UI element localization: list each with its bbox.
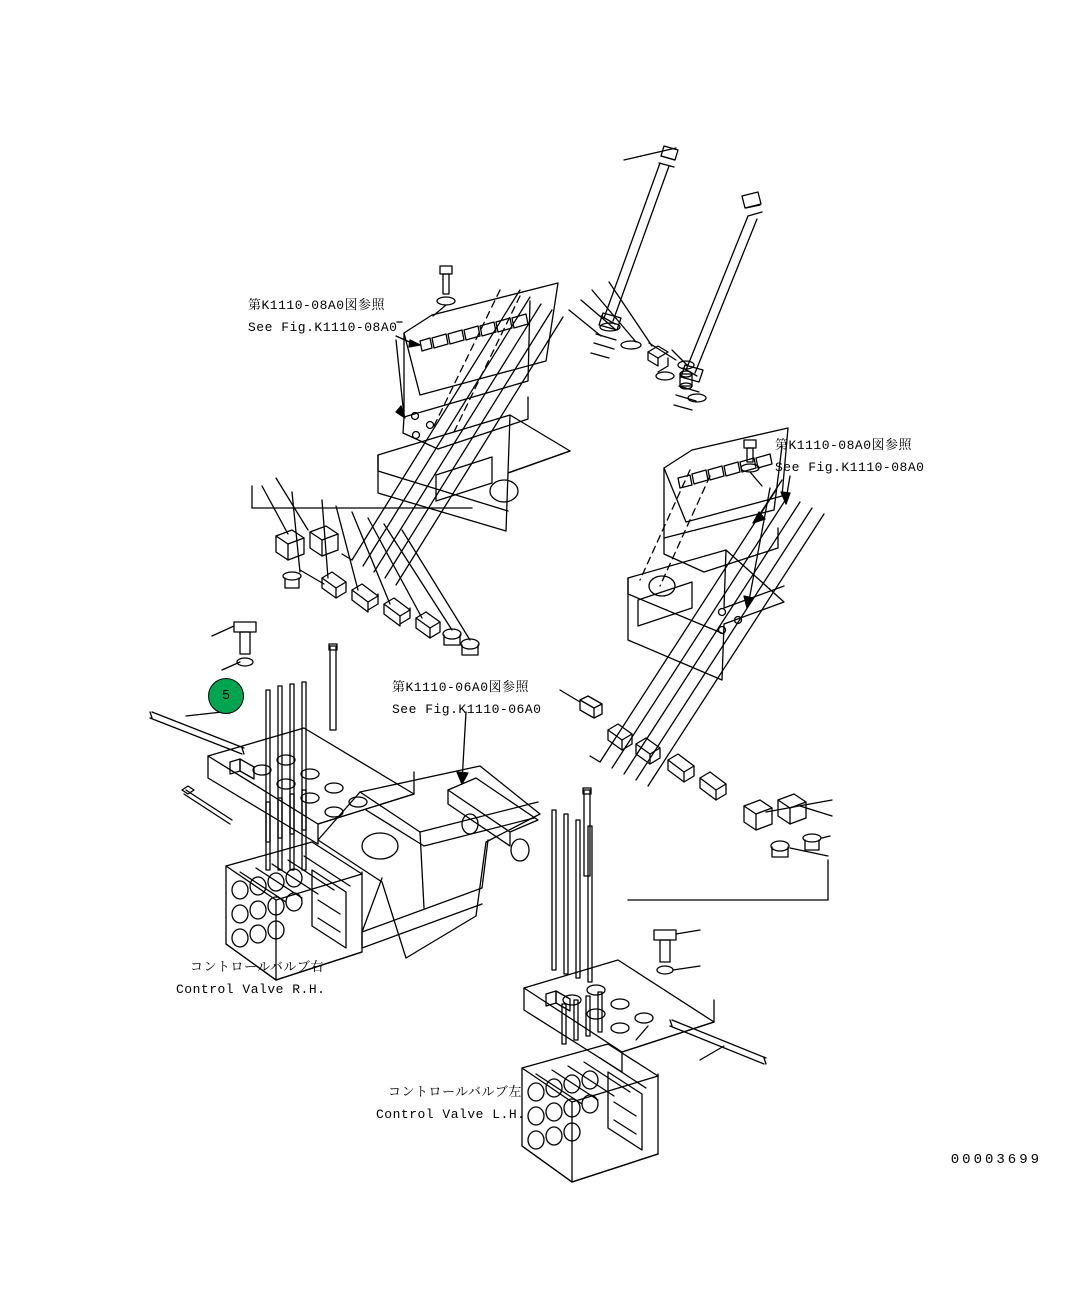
annotation-ref-k1110-06a0-en: See Fig.K1110-06A0: [392, 702, 542, 717]
left-step-assembly: [403, 266, 558, 449]
upper-rod-left: [591, 146, 678, 358]
label-control-valve-lh-en: Control Valve L.H.: [376, 1107, 526, 1122]
left-bushing-cluster: [252, 478, 479, 655]
center-frame-bracket: [318, 766, 540, 958]
control-valve-rh-body: [226, 790, 362, 980]
annotation-ref-k1110-06a0-jp: 第K1110-06A0図参照: [392, 680, 530, 695]
right-vertical-pins: [552, 788, 592, 982]
left-plate-bolt: [212, 622, 256, 670]
annotation-ref-k1110-08a0-right-en: See Fig.K1110-08A0: [775, 460, 925, 475]
right-step-assembly: [664, 428, 788, 634]
right-plate-bolt: [654, 930, 700, 974]
annotation-ref-k1110-08a0-right-jp: 第K1110-08A0図参照: [775, 438, 913, 453]
callout-5[interactable]: 5: [208, 678, 244, 714]
right-bushing-cluster: [608, 724, 832, 900]
left-vertical-pins: [266, 644, 337, 870]
left-plate-pin: [182, 786, 232, 824]
left-long-rod: [150, 712, 244, 754]
right-link-rods: [560, 690, 602, 718]
drawing-number: 00003699: [950, 1152, 1042, 1168]
annotation-ref-k1110-08a0-left-jp: 第K1110-08A0図参照: [248, 298, 386, 313]
label-control-valve-lh-jp: コントロールバルブ左: [388, 1085, 522, 1100]
control-valve-lh-body: [522, 992, 658, 1182]
label-control-valve-rh-jp: コントロールバルブ右: [190, 960, 324, 975]
right-diagonal-band: [590, 490, 824, 786]
top-center-fasteners: [569, 282, 706, 402]
annotation-ref-k1110-08a0-left-en: See Fig.K1110-08A0: [248, 320, 398, 335]
right-deck-plate: [628, 550, 784, 680]
label-control-valve-rh-en: Control Valve R.H.: [176, 982, 326, 997]
right-mount-plate: [524, 960, 714, 1072]
